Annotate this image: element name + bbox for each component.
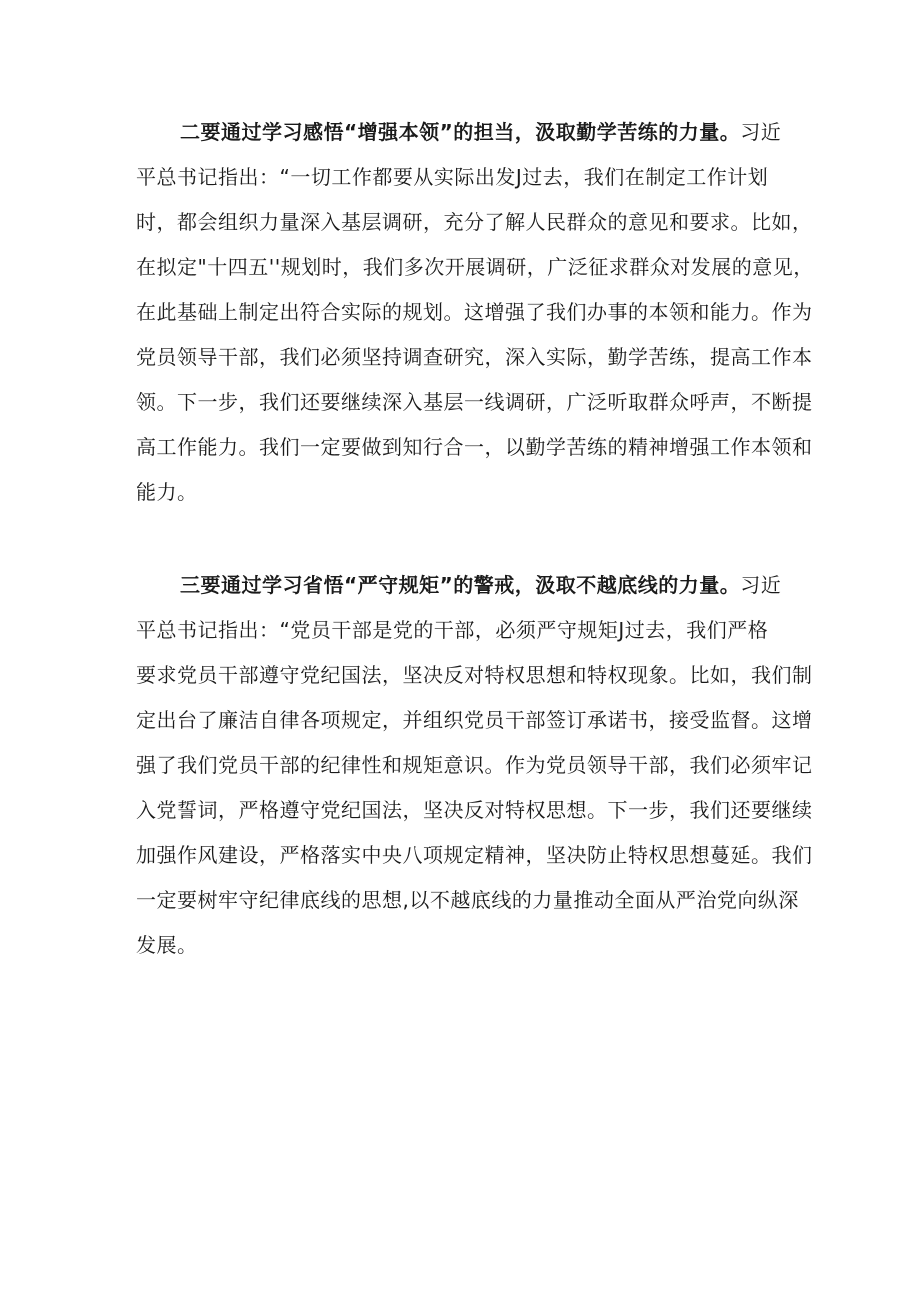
paragraph-2-line-8: 一定要树牢守纪律底线的思想,以不越底线的力量推动全面从严治党向纵深 [136,888,799,912]
paragraph-2-lead: 三要通过学习省悟“严守规矩”的警戒，汲取不越底线的力量。 [180,573,741,597]
paragraph-2-line-5: 强了我们党员干部的纪律性和规矩意识。作为党员领导干部，我们必须牢记 [136,753,813,777]
paragraph-2-line-9: 发展。 [136,933,198,957]
paragraph-2-text: 习近 [740,573,782,597]
paragraph-1-line-7: 领。下一步，我们还要继续深入基层一线调研，广泛听取群众呼声，不断提 [136,390,813,414]
paragraph-1-line-8: 高工作能力。我们一定要做到知行合一，以勤学苦练的精神增强工作本领和 [136,435,813,459]
paragraph-1-line-9: 能力。 [136,480,198,504]
paragraph-1-line-5: 在此基础上制定出符合实际的规划。这增强了我们办事的本领和能力。作为 [136,300,813,324]
paragraph-2-line-2: 平总书记指出：“党员干部是党的干部，必须严守规矩J过去，我们严格 [136,618,769,642]
paragraph-2-line-6: 入党誓词，严格遵守党纪国法，坚决反对特权思想。下一步，我们还要继续 [136,798,813,822]
paragraph-2-line-7: 加强作风建设，严格落实中央八项规定精神，坚决防止特权思想蔓延。我们 [136,843,813,867]
paragraph-1-lead: 二要通过学习感悟“增强本领”的担当，汲取勤学苦练的力量。 [180,120,741,144]
paragraph-1 [136,110,814,515]
paragraph-1-line-6: 党员领导干部，我们必须坚持调查研究，深入实际，勤学苦练，提高工作本 [136,345,813,369]
paragraph-2-line-1 [136,563,792,608]
paragraph-1-line-4: 在拟定"十四五''规划时，我们多次开展调研，广泛征求群众对发展的意见， [136,255,814,279]
paragraph-2-line-4: 定出台了廉洁自律各项规定，并组织党员干部签订承诺书，接受监督。这增 [136,708,813,732]
paragraph-1-line-2: 平总书记指出：“一切工作都要从实际出发J过去，我们在制定工作计划 [136,165,769,189]
paragraph-1-line-3: 时，都会组织力量深入基层调研，充分了解人民群众的意见和要求。比如， [136,210,813,234]
paragraph-2 [136,563,813,968]
paragraph-1-line-1 [136,110,792,155]
paragraph-1-text: 习近 [740,120,782,144]
paragraph-2-line-3: 要求党员干部遵守党纪国法，坚决反对特权思想和特权现象。比如，我们制 [136,663,813,687]
